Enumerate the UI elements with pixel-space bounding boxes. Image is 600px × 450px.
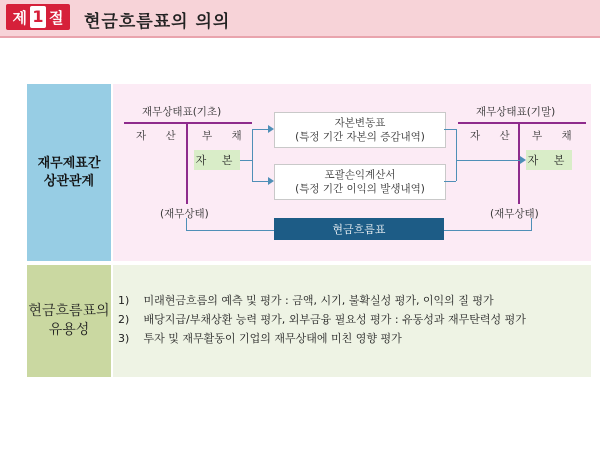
bs-start-top-line <box>124 122 252 124</box>
list-item-number: 3) <box>118 332 130 345</box>
arrow-to-equity-end-icon <box>520 156 526 164</box>
list-item-number: 1) <box>118 294 130 307</box>
equity-change-desc: (특정 기간 자본의 증감내역) <box>295 131 425 143</box>
chapter-badge <box>6 4 70 30</box>
list-item-text: 미래현금흐름의 예측 및 평가 : 금액, 시기, 불확실성 평가, 이익의 질 평가 <box>143 294 494 307</box>
relation-label-line2: 상관관계 <box>43 173 95 189</box>
list-item <box>118 330 526 349</box>
cash-flow-statement-bar: 현금흐름표 <box>274 218 444 240</box>
income-out-line <box>444 181 456 182</box>
list-item <box>118 292 526 311</box>
list-item-number: 2) <box>118 313 130 326</box>
comprehensive-income-desc: (특정 기간 이익의 발생내역) <box>295 183 425 195</box>
bs-start-caption: (재무상태) <box>160 208 209 220</box>
bs-start-equity: 자 본 <box>194 150 240 170</box>
equity-start-connector <box>240 160 252 161</box>
relation-row-label <box>27 84 111 261</box>
comprehensive-income-statement-box <box>274 164 446 200</box>
bs-start-title: 재무상태표(기초) <box>142 106 222 118</box>
usefulness-row-label <box>27 265 111 377</box>
bs-end-equity: 자 본 <box>526 150 572 170</box>
bs-start-divider <box>186 122 188 204</box>
bs-end-caption: (재무상태) <box>490 208 539 220</box>
left-bracket-line <box>252 129 253 181</box>
left-to-income-line <box>252 181 268 182</box>
right-bracket-line <box>456 129 457 181</box>
list-item-text: 배당지급/부채상환 능력 평가, 외부금융 필요성 평가 : 유동성과 재무탄력성 평가 <box>143 313 526 326</box>
equity-change-out-line <box>444 129 456 130</box>
arrow-to-equity-change-icon <box>268 125 274 133</box>
equity-change-statement-box <box>274 112 446 148</box>
equity-change-title: 자본변동표 <box>334 117 386 129</box>
list-item <box>118 311 526 330</box>
header-bar <box>0 0 600 38</box>
comprehensive-income-title: 포괄손익계산서 <box>324 169 396 181</box>
usefulness-label-line1: 현금흐름표의 <box>28 303 110 319</box>
left-to-equity-change-line <box>252 129 268 130</box>
right-to-equity-line <box>456 160 520 161</box>
page-title: 현금흐름표의 의의 <box>84 12 231 32</box>
chapter-prefix: 제 <box>12 8 27 27</box>
bs-start-liabilities: 부 채 <box>202 130 250 142</box>
usefulness-label-line2: 유용성 <box>48 322 90 338</box>
bs-end-top-line <box>458 122 586 124</box>
chapter-number: 1 <box>30 6 46 28</box>
relation-label-line1: 재무제표간 <box>37 155 101 171</box>
arrow-to-income-icon <box>268 177 274 185</box>
bs-start-assets: 자 산 <box>136 130 184 142</box>
usefulness-list <box>118 292 526 349</box>
bs-end-title: 재무상태표(기말) <box>476 106 556 118</box>
chapter-suffix: 절 <box>49 8 64 27</box>
bs-end-assets: 자 산 <box>470 130 518 142</box>
bs-end-liabilities: 부 채 <box>532 130 580 142</box>
list-item-text: 투자 및 재무활동이 기업의 재무상태에 미친 영향 평가 <box>143 332 402 345</box>
